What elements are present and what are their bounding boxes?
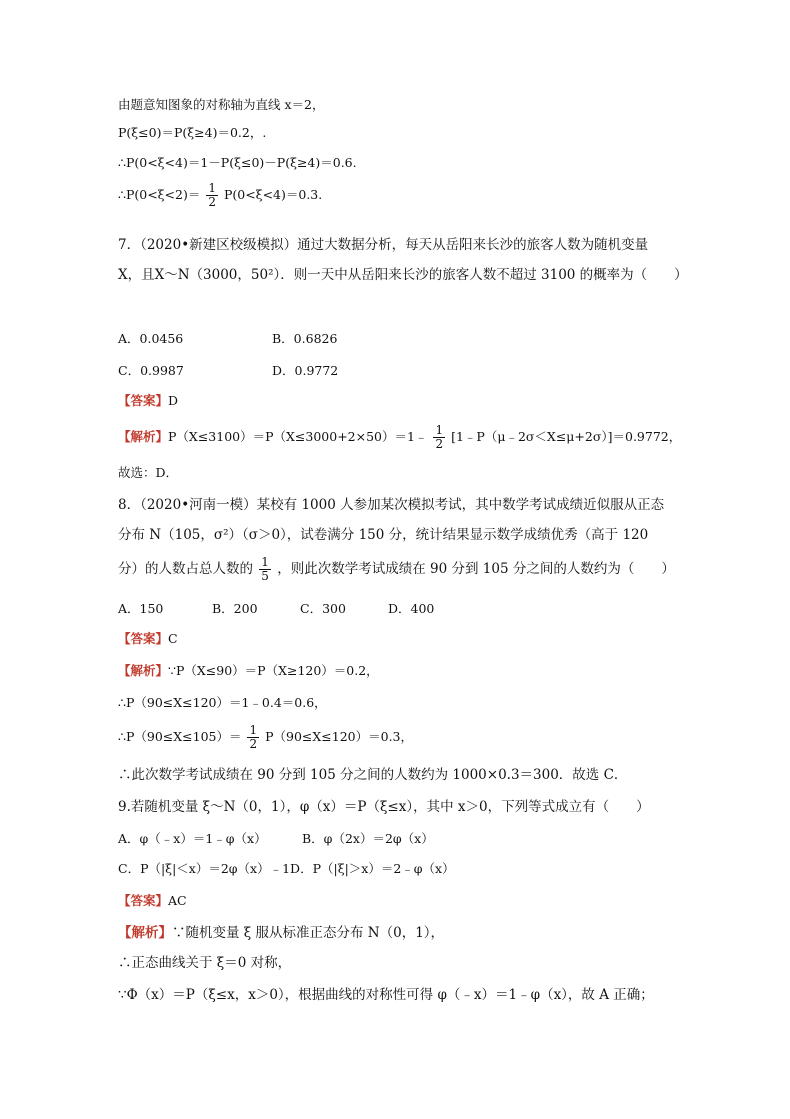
fraction-denominator: 2: [208, 195, 216, 209]
option-a: A．0.0456: [118, 331, 184, 346]
option-c: C．P（|ξ|＜x）＝2φ（x）﹣1: [118, 861, 291, 876]
option-b: B．0.6826: [272, 331, 338, 346]
text: [1﹣P（μ﹣2σ＜X≤μ+2σ）]＝0.9772，: [451, 429, 682, 444]
text: 故选：D．: [118, 465, 179, 480]
q7-answer: [118, 392, 178, 410]
fraction-numerator: 1: [435, 423, 444, 437]
q8-analysis-1: [118, 662, 379, 680]
fraction-numerator: 1: [208, 181, 216, 195]
text: P（X≤3100）＝P（X≤3000+2×50）＝1﹣: [168, 429, 428, 444]
option-a: A．φ（﹣x）＝1﹣φ（x）: [118, 831, 267, 846]
option-d: D．P（|ξ|＞x）＝2﹣φ（x）: [290, 861, 455, 876]
q8-conclusion: [118, 766, 627, 784]
option-d: D．0.9772: [272, 363, 339, 378]
option-b: B．200: [212, 601, 258, 616]
text: 分布 N（105，σ²）（σ＞0），试卷满分 150 分，统计结果显示数学成绩优秀（高于 120: [118, 527, 649, 543]
q9-analysis-2: [118, 954, 291, 972]
text: ∴P(0<ξ<4)＝1－P(ξ≤0)－P(ξ≥4)＝0.6.: [118, 155, 357, 170]
q7-options-1: [118, 330, 337, 348]
q7-choose: [118, 464, 178, 482]
fraction: [259, 556, 271, 583]
q9-stem: [118, 798, 650, 816]
answer-value: D: [168, 393, 179, 408]
text: P(ξ≤0)＝P(ξ≥4)＝0.2，.: [118, 125, 267, 140]
q8-analysis-3: [118, 724, 413, 751]
q7-stem-2: [118, 266, 688, 284]
fraction-denominator: 2: [435, 437, 444, 451]
text: ∴此次数学考试成绩在 90 分到 105 分之间的人数约为 1000×0.3＝300．故选 C．: [118, 767, 628, 783]
text: P(0<ξ<4)＝0.3.: [223, 187, 323, 202]
text: ∴P(0<ξ<2)＝: [118, 187, 201, 202]
q7-options-2: [118, 362, 338, 380]
line-prob2: [118, 154, 357, 172]
fraction: [247, 724, 259, 751]
text: ∵Φ（x）＝P（ξ≤x，x＞0），根据曲线的对称性可得 φ（﹣x）＝1﹣φ（x），故 A 正确；: [118, 987, 654, 1003]
text: 9.若随机变量 ξ～N（0，1），φ（x）＝P（ξ≤x），其中 x＞0，下列等式成立有（ ）: [118, 799, 650, 815]
fraction: [206, 182, 218, 209]
q8-stem-3: [118, 556, 675, 583]
answer-tag: 【答案】: [118, 893, 169, 908]
text: 由题意知图象的对称轴为直线 x＝2，: [118, 97, 325, 112]
text: ∴正态曲线关于 ξ＝0 对称，: [118, 955, 292, 971]
fraction: [433, 424, 445, 451]
answer-tag: 【答案】: [118, 393, 169, 408]
text: X，且X～N（3000，50²）．则一天中从岳阳来长沙的旅客人数不超过 3100 的概率为（ ）: [118, 267, 688, 283]
text: ∴P（90≤X≤120）＝1﹣0.4＝0.6，: [118, 695, 327, 710]
analysis-tag: 【解析】: [118, 429, 169, 444]
option-c: C．0.9987: [118, 363, 184, 378]
q7-analysis: [118, 424, 681, 451]
q8-options: [118, 600, 434, 618]
q7-stem-1: [118, 236, 648, 254]
text: ∵P（X≤90）＝P（X≥120）＝0.2，: [168, 663, 379, 678]
option-d: D．400: [388, 601, 435, 616]
option-a: A．150: [118, 601, 164, 616]
text: ∴P（90≤X≤105）＝: [118, 729, 242, 744]
option-b: B．φ（2x）＝2φ（x）: [302, 831, 434, 846]
answer-value: AC: [168, 893, 187, 908]
q9-options-1: [118, 830, 434, 848]
text: P（90≤X≤120）＝0.3，: [265, 729, 413, 744]
text: ∵随机变量 ξ 服从标准正态分布 N（0，1），: [172, 925, 445, 941]
text: 7．（2020•新建区校级模拟）通过大数据分析，每天从岳阳来长沙的旅客人数为随机变量: [118, 237, 649, 253]
text: 8．（2020•河南一模）某校有 1000 人参加某次模拟考试，其中数学考试成绩近似服从正态: [118, 497, 665, 513]
text: 分）的人数占总人数的: [118, 561, 253, 577]
q9-answer: [118, 892, 187, 910]
option-c: C．300: [300, 601, 346, 616]
q8-stem-2: [118, 526, 648, 544]
q9-analysis-1: [118, 924, 444, 942]
fraction-denominator: 2: [249, 737, 258, 751]
fraction-denominator: 5: [261, 569, 269, 583]
fraction-numerator: 1: [249, 723, 258, 737]
line-prob: [118, 124, 266, 142]
q9-analysis-3: [118, 986, 654, 1004]
analysis-tag: 【解析】: [118, 925, 172, 941]
q8-stem-1: [118, 496, 664, 514]
fraction-numerator: 1: [261, 555, 269, 569]
q8-analysis-2: [118, 694, 327, 712]
analysis-tag: 【解析】: [118, 663, 169, 678]
text: ，则此次数学考试成绩在 90 分到 105 分之间的人数约为（ ）: [277, 561, 675, 577]
line-axis: [118, 96, 324, 114]
answer-value: C: [168, 631, 178, 646]
q8-answer: [118, 630, 178, 648]
line-prob3: [118, 182, 322, 209]
answer-tag: 【答案】: [118, 631, 169, 646]
q9-options-2: [118, 860, 455, 878]
